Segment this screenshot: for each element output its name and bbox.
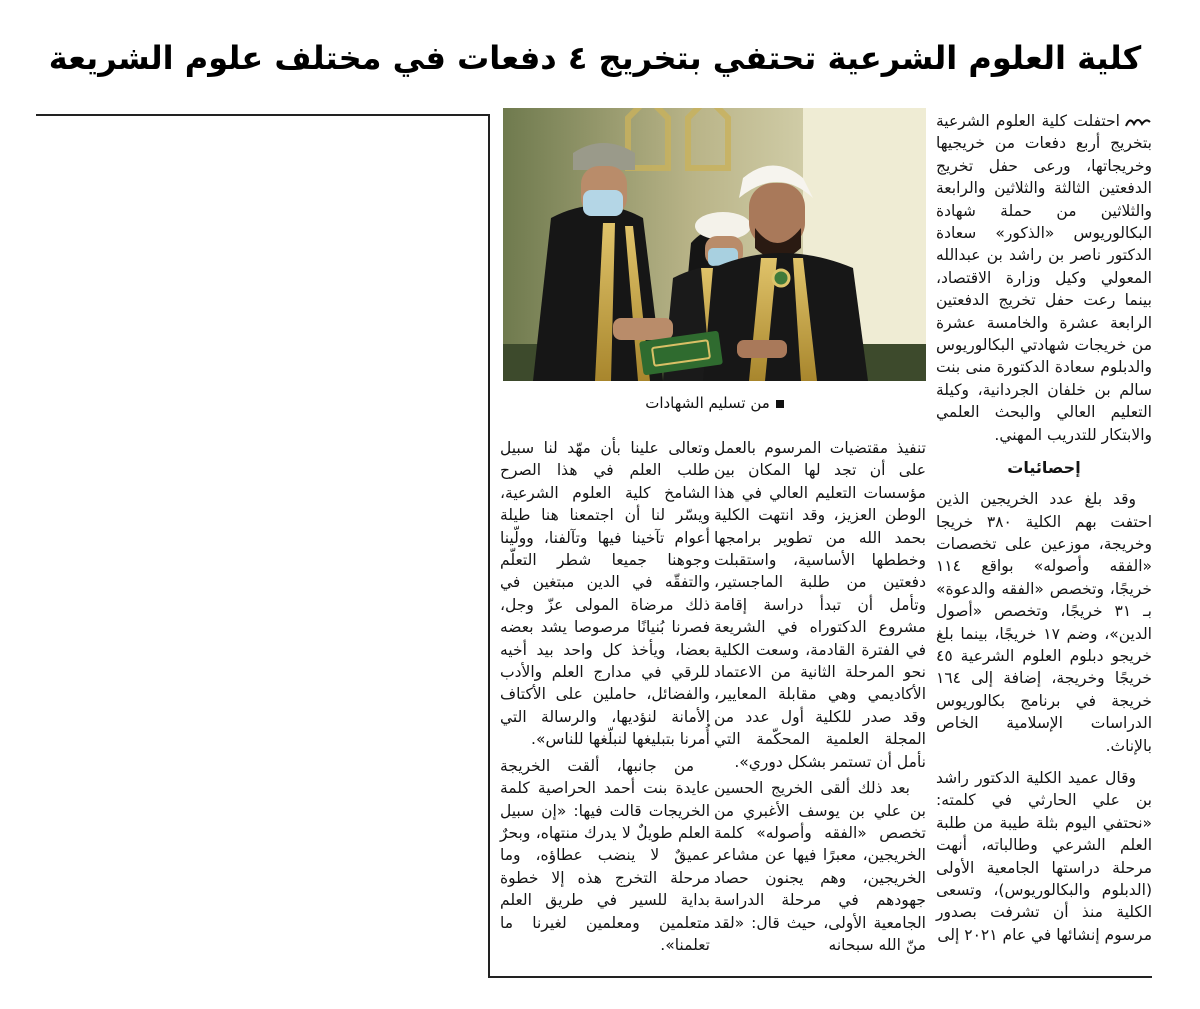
article-column-1 (936, 110, 1152, 974)
article-lead (936, 110, 1152, 446)
article-paragraph: وتعالى علينا بأن مهّد لنا سبيل طلب العلم في هذا الصرح الشامخ كلية العلوم الشرعية، ويسّر لنا أن اجتمعنا هنا طيلة أعوام تآخينا فيها وتآلفنا، وولّينا وجوهنا جميعا شطر التعلّم والتفقّه في الدين مبتغين في ذلك مرضاة المولى عزّ وجل، فصرنا بُنيانًا مرصوصا يشد بعضه بعضا، ويأخذ كل واحد بيد أخيه للرقي في مدارج العلم والأدب والفضائل، حاملين على الأكتاف الأمانة لنؤديها، والرسالة التي أُمرنا بتبليغها لنبلّغها للناس». (500, 439, 710, 749)
caption-text: من تسليم الشهادات (645, 394, 770, 412)
article-column-2 (714, 437, 926, 967)
column-rule-vertical (488, 114, 490, 978)
photo-caption (503, 390, 926, 416)
column-rule-bottom (488, 976, 1152, 978)
column-rule-top (36, 114, 490, 116)
headline: كلية العلوم الشرعية تحتفي بتخريج ٤ دفعات في مختلف علوم الشريعة (48, 39, 1142, 77)
article-paragraph: احتفلت كلية العلوم الشرعية بتخريج أربع دفعات من خريجيها وخريجاتها، ورعى حفل تخريج الدفعتين الثالثة والثلاثين والرابعة والثلاثين من حملة شهادة البكالوريوس «الذكور» سعادة الدكتور ناصر بن راشد بن عبدالله المعولي وكيل وزارة الاقتصاد، بينما رعت حفل تخريج الدفعتين الرابعة عشرة والخامسة عشرة من خريجات شهادتي البكالوريوس والدبلوم سعادة الدكتورة منى بنت سالم بن خلفان الجردانية، وكيلة التعليم العالي والبحث العلمي والابتكار للتدريب المهني. (936, 112, 1152, 444)
newspaper-logo-icon (1124, 114, 1152, 130)
article-paragraph: من جانبها، ألقت الخريجة عايدة بنت أحمد الحراصية كلمة الخريجات قالت فيها: «إن سبيل العلم طويلٌ لا يدرك منتهاه، وبحرٌ عميقٌ لا ينضب عطاؤه، وما مرحلة التخرج هذه إلا خطوة بداية للسير في طريق العلم متعلمين ومعلمين لغيرنا ما تعلمنا». (500, 756, 710, 954)
article-paragraph: وقال عميد الكلية الدكتور راشد بن علي الحارثي في كلمته: «نحتفي اليوم بثلة طيبة من طلبة العلم الشرعي وطالباته، أنهت مرحلة دراستها الجامعية الأولى (الدبلوم والبكالوريوس)، وتسعى الكلية منذ أن تشرفت بصدور مرسوم إنشائها في عام ٢٠٢١ إلى (936, 768, 1152, 944)
article-paragraph: تنفيذ مقتضيات المرسوم بالعمل على أن تجد لها المكان بين مؤسسات التعليم العالي في هذا الوطن العزيز، وقد انتهت الكلية بحمد الله من تطوير برامجها وخططها الأساسية، واستقبلت دفعتين من طلبة الماجستير، وتأمل أن تبدأ دراسة إقامة مشروع الدكتوراه في الشريعة في الفترة القادمة، وسعت الكلية نحو المرحلة الثانية من الاعتماد الأكاديمي وهي مقابلة المعايير، وقد صدر للكلية أول عدد من المجلة العلمية المحكّمة التي نأمل أن تستمر بشكل دوري». (714, 439, 926, 771)
article-paragraph: وقد بلغ عدد الخريجين الذين احتفت بهم الكلية ٣٨٠ خريجا وخريجة، موزعين على تخصصات «الفقه وأصوله» بواقع ١١٤ خريجًا، وتخصص «الفقه والدعوة» بـ ٣١ خريجًا، وتخصص «أصول الدين»، وضم ١٧ خريجًا، بينما بلغ خريجو دبلوم العلوم الشرعية ٤٥ خريجًا وخريجة، إضافة إلى ١٦٤ خريجة في برنامج بكالوريوس الدراسات الإسلامية الخاص بالإناث. (936, 490, 1152, 755)
article-paragraph: بعد ذلك ألقى الخريج الحسين بن علي بن يوسف الأغبري من تخصص «الفقه وأصوله» كلمة الخريجين، معبرًا فيها عن مشاعر الخريجين، وهم يجنون حصاد جهودهم في مرحلة الدراسة الجامعية الأولى، حيث قال: «لقد منّ الله سبحانه (714, 779, 926, 954)
caption-bullet-icon (776, 400, 784, 408)
graduation-photo (503, 108, 926, 381)
section-heading-statistics: إحصائيات (1007, 458, 1081, 478)
article-column-3 (500, 437, 710, 967)
